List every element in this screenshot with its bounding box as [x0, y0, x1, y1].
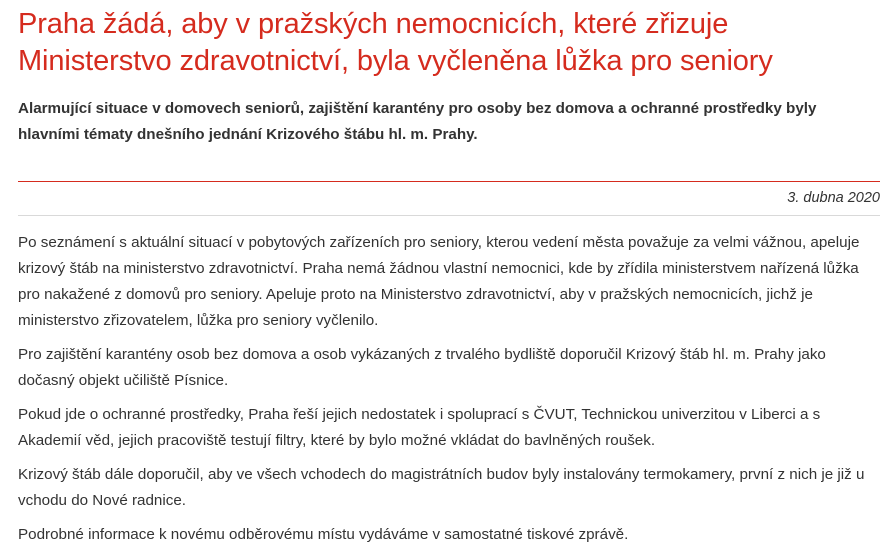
article-lead: Alarmující situace v domovech seniorů, zajištění karantény pro osoby bez domova a ochranné prostředky byly hlavními tématy dnešního jednání Krizového štábu hl. m. Prahy. [18, 100, 817, 143]
article-body [18, 230, 880, 548]
date-divider [18, 215, 880, 216]
press-release-article [18, 0, 880, 556]
body-paragraph: Podrobné informace k novému odběrovému místu vydáváme v samostatné tiskové zprávě. [18, 526, 629, 543]
body-paragraph: Pro zajištění karantény osob bez domova a osob vykázaných z trvalého bydliště doporučil Krizový štáb hl. m. Prahy jako dočasný objekt učiliště Písnice. [18, 346, 826, 389]
body-paragraph: Pokud jde o ochranné prostředky, Praha řeší jejich nedostatek i spoluprací s ČVUT, Technickou univerzitou v Liberci a s Akademií věd, jejich pracoviště testují filtry, které by bylo možné vkládat do bavlněných roušek. [18, 406, 821, 449]
body-paragraph: Po seznámení s aktuální situací v pobytových zařízeních pro seniory, kterou vedení města považuje za velmi vážnou, apeluje krizový štáb na ministerstvo zdravotnictví. Praha nemá žádnou vlastní nemocnici, kde by zřídila ministerstvem nařízená lůžka pro nakažené z domovů pro seniory. Apeluje proto na Ministerstvo zdravotnictví, aby v pražských nemocnicích, jichž je ministerstvo zřizovatelem, lůžka pro seniory vyčlenilo. [18, 234, 860, 329]
article-title: Praha žádá, aby v pražských nemocnicích, které zřizuje Ministerstvo zdravotnictví, byla vyčleněna lůžka pro seniory [18, 8, 773, 77]
body-paragraph: Krizový štáb dále doporučil, aby ve všech vchodech do magistrátních budov byly instalovány termokamery, první z nich je již u vchodu do Nové radnice. [18, 466, 865, 509]
title-divider [18, 181, 880, 182]
publication-date: 3. dubna 2020 [787, 190, 880, 206]
